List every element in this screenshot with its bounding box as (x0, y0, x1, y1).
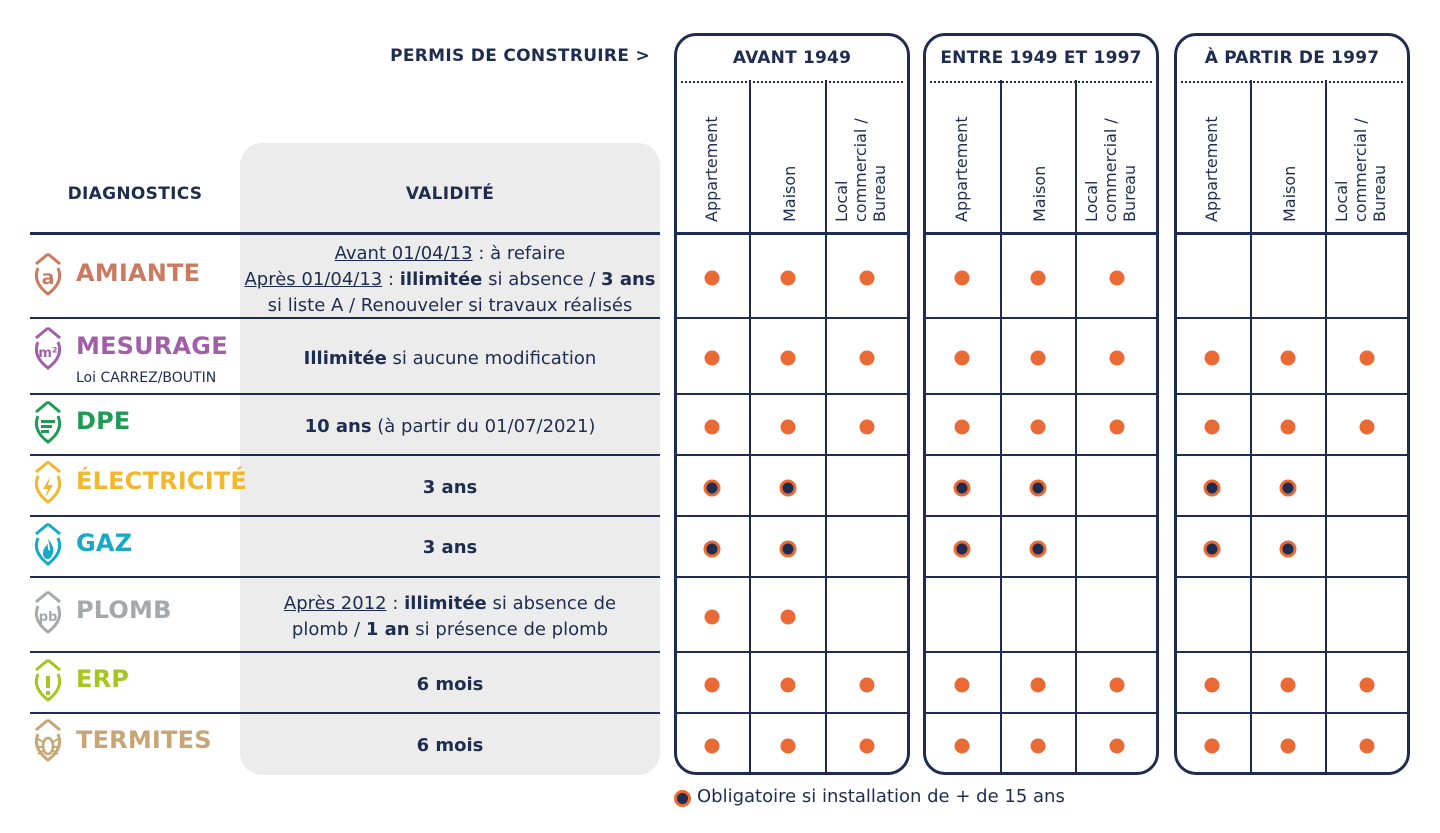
diagnostics-header: DIAGNOSTICS (67, 184, 203, 204)
column-label-local (832, 118, 889, 222)
dot-obligatoire (1281, 419, 1296, 434)
dot-obligatoire (860, 419, 875, 434)
validity-line: si liste A / Renouveler si travaux réalisés (267, 295, 633, 316)
validity-bold: 10 ans (304, 416, 372, 437)
group-title: À PARTIR DE 1997 (1204, 48, 1380, 68)
dotted-divider (1181, 81, 1403, 83)
column-separator (1325, 80, 1327, 773)
column-separator (1250, 80, 1252, 773)
row-separator (1174, 515, 1410, 517)
validity-text: si absence / (482, 269, 602, 290)
dot-installation-15-ans (704, 540, 721, 557)
dot-obligatoire (1205, 419, 1220, 434)
left-row-separator (30, 576, 660, 578)
validity-text: plomb / (291, 619, 366, 640)
validity-line (240, 241, 660, 267)
validity-amiante (240, 241, 660, 319)
row-separator (674, 651, 910, 653)
validity-underline: Avant 01/04/13 (334, 243, 473, 264)
dot-installation-15-ans (704, 479, 721, 496)
gaz-icon (28, 522, 68, 566)
row-separator (923, 515, 1159, 517)
diagnostic-name: TERMITES (76, 726, 212, 754)
row-separator (674, 515, 910, 517)
dot-installation-15-ans (1204, 540, 1221, 557)
row-separator (1174, 651, 1410, 653)
local-line-3: Bureau (1120, 164, 1139, 222)
column-label-appartement: Appartement (952, 116, 971, 222)
dotted-divider (930, 81, 1152, 83)
dot-obligatoire (781, 738, 796, 753)
dot-installation-15-ans (1280, 540, 1297, 557)
row-separator (923, 317, 1159, 319)
local-line-2: commercial / (851, 118, 870, 222)
column-label-maison: Maison (780, 165, 799, 222)
dot-obligatoire (781, 419, 796, 434)
row-separator (1174, 317, 1410, 319)
column-label-local (1082, 118, 1139, 222)
row-separator (1174, 232, 1410, 235)
validity-gaz (240, 535, 660, 561)
validity-bold: 6 mois (416, 674, 484, 695)
diagnostic-name: ERP (76, 665, 130, 693)
validity-text: si absence de (486, 593, 617, 614)
row-separator (923, 651, 1159, 653)
dot-obligatoire (1110, 419, 1125, 434)
dot-obligatoire (781, 677, 796, 692)
legend-dot (674, 790, 691, 807)
dot-obligatoire (705, 271, 720, 286)
column-label-appartement: Appartement (702, 116, 721, 222)
column-separator (1075, 80, 1077, 773)
row-separator (674, 712, 910, 714)
dot-obligatoire (1281, 677, 1296, 692)
validity-bold: illimitée (399, 269, 483, 290)
row-separator (923, 712, 1159, 714)
local-line-1: Local (832, 180, 851, 222)
dot-installation-15-ans (1030, 540, 1047, 557)
column-separator (1000, 80, 1002, 773)
termites-icon (28, 718, 68, 762)
validity-text: si aucune modification (386, 348, 597, 369)
left-row-separator (30, 232, 660, 235)
dot-obligatoire (1205, 351, 1220, 366)
dot-obligatoire (955, 677, 970, 692)
dot-obligatoire (860, 271, 875, 286)
row-separator (674, 576, 910, 578)
dot-obligatoire (1031, 419, 1046, 434)
dot-obligatoire (1110, 351, 1125, 366)
dot-obligatoire (781, 609, 796, 624)
diagnostic-name: AMIANTE (76, 259, 201, 287)
dot-installation-15-ans (1030, 479, 1047, 496)
svg-text:m²: m² (38, 346, 58, 361)
row-separator (674, 317, 910, 319)
dot-obligatoire (1031, 677, 1046, 692)
row-separator (1174, 393, 1410, 395)
dot-obligatoire (781, 271, 796, 286)
dot-installation-15-ans (1280, 479, 1297, 496)
dot-obligatoire (1110, 271, 1125, 286)
validity-electricite (240, 475, 660, 501)
dot-obligatoire (1110, 738, 1125, 753)
dot-obligatoire (1360, 677, 1375, 692)
dot-obligatoire (1031, 351, 1046, 366)
validity-text: : à refaire (472, 243, 566, 264)
dot-obligatoire (955, 271, 970, 286)
left-row-separator (30, 515, 660, 517)
validity-line (240, 591, 660, 617)
group-title: ENTRE 1949 ET 1997 (940, 48, 1142, 68)
validity-header: VALIDITÉ (405, 184, 495, 204)
dot-obligatoire (1110, 677, 1125, 692)
left-row-separator (30, 454, 660, 456)
dpe-icon (28, 400, 68, 444)
validity-text: si présence de plomb (409, 619, 609, 640)
local-line-2: commercial / (1101, 118, 1120, 222)
dot-obligatoire (1205, 738, 1220, 753)
svg-text:a: a (41, 267, 55, 289)
mesurage-icon (28, 326, 68, 370)
dot-obligatoire (705, 609, 720, 624)
column-separator (825, 80, 827, 773)
column-separator (749, 80, 751, 773)
diagnostic-name: GAZ (76, 529, 133, 557)
row-separator (923, 393, 1159, 395)
dot-obligatoire (705, 419, 720, 434)
dot-installation-15-ans (780, 479, 797, 496)
local-line-2: commercial / (1351, 118, 1370, 222)
row-separator (923, 232, 1159, 235)
row-separator (1174, 712, 1410, 714)
row-separator (674, 393, 910, 395)
diagnostic-sub: Loi CARREZ/BOUTIN (76, 370, 217, 386)
column-label-appartement: Appartement (1202, 116, 1221, 222)
column-label-local (1332, 118, 1389, 222)
row-separator (923, 576, 1159, 578)
dot-obligatoire (1281, 738, 1296, 753)
validity-bold: 3 ans (601, 269, 656, 290)
permis-label: PERMIS DE CONSTRUIRE > (390, 46, 650, 66)
validity-text: : (386, 593, 405, 614)
left-row-separator (30, 651, 660, 653)
column-label-maison: Maison (1280, 165, 1299, 222)
left-row-separator (30, 393, 660, 395)
electricite-icon (28, 460, 68, 504)
dot-obligatoire (1031, 738, 1046, 753)
validity-line (240, 267, 660, 293)
dot-installation-15-ans (954, 540, 971, 557)
diagnostic-name: ÉLECTRICITÉ (76, 467, 247, 495)
validity-line (240, 617, 660, 643)
dot-installation-15-ans (1204, 479, 1221, 496)
dot-obligatoire (705, 738, 720, 753)
validity-bold: 6 mois (416, 735, 484, 756)
dot-obligatoire (955, 738, 970, 753)
validity-bold: 1 an (365, 619, 410, 640)
validity-mesurage (240, 346, 660, 372)
amiante-icon (28, 252, 68, 296)
validity-text: (à partir du 01/07/2021) (371, 416, 596, 437)
validity-underline: Après 2012 (283, 593, 387, 614)
validity-erp (240, 672, 660, 698)
legend-text: Obligatoire si installation de + de 15 ans (697, 786, 1065, 807)
dot-obligatoire (1031, 271, 1046, 286)
dot-obligatoire (1205, 677, 1220, 692)
dot-obligatoire (1360, 351, 1375, 366)
validity-bold: 3 ans (422, 477, 478, 498)
dot-obligatoire (860, 738, 875, 753)
dot-obligatoire (781, 351, 796, 366)
validity-bold: illimitée (404, 593, 487, 614)
validity-bold: 3 ans (422, 537, 478, 558)
local-line-1: Local (1332, 180, 1351, 222)
plomb-icon (28, 590, 68, 634)
validity-text: : (382, 269, 400, 290)
dot-obligatoire (1360, 419, 1375, 434)
dot-obligatoire (955, 419, 970, 434)
dot-obligatoire (1360, 738, 1375, 753)
erp-icon (28, 658, 68, 702)
column-label-maison: Maison (1030, 165, 1049, 222)
diagnostic-name: PLOMB (76, 596, 172, 624)
row-separator (1174, 576, 1410, 578)
diagnostic-name: DPE (76, 407, 131, 435)
local-line-3: Bureau (870, 164, 889, 222)
dot-obligatoire (705, 351, 720, 366)
dot-obligatoire (860, 677, 875, 692)
validity-termites (240, 733, 660, 759)
dot-installation-15-ans (780, 540, 797, 557)
dot-obligatoire (1281, 351, 1296, 366)
dot-obligatoire (955, 351, 970, 366)
validity-underline: Après 01/04/13 (244, 269, 383, 290)
dotted-divider (681, 81, 903, 83)
validity-plomb (240, 591, 660, 643)
row-separator (674, 454, 910, 456)
row-separator (1174, 454, 1410, 456)
validity-bold: Illimitée (303, 348, 387, 369)
local-line-3: Bureau (1370, 164, 1389, 222)
row-separator (923, 454, 1159, 456)
row-separator (674, 232, 910, 235)
group-title: AVANT 1949 (732, 48, 852, 68)
dot-obligatoire (860, 351, 875, 366)
dot-installation-15-ans (954, 479, 971, 496)
validity-dpe (240, 414, 660, 440)
local-line-1: Local (1082, 180, 1101, 222)
diagnostic-name: MESURAGE (76, 332, 228, 360)
svg-text:pb: pb (38, 610, 58, 625)
dot-obligatoire (705, 677, 720, 692)
left-row-separator (30, 712, 660, 714)
